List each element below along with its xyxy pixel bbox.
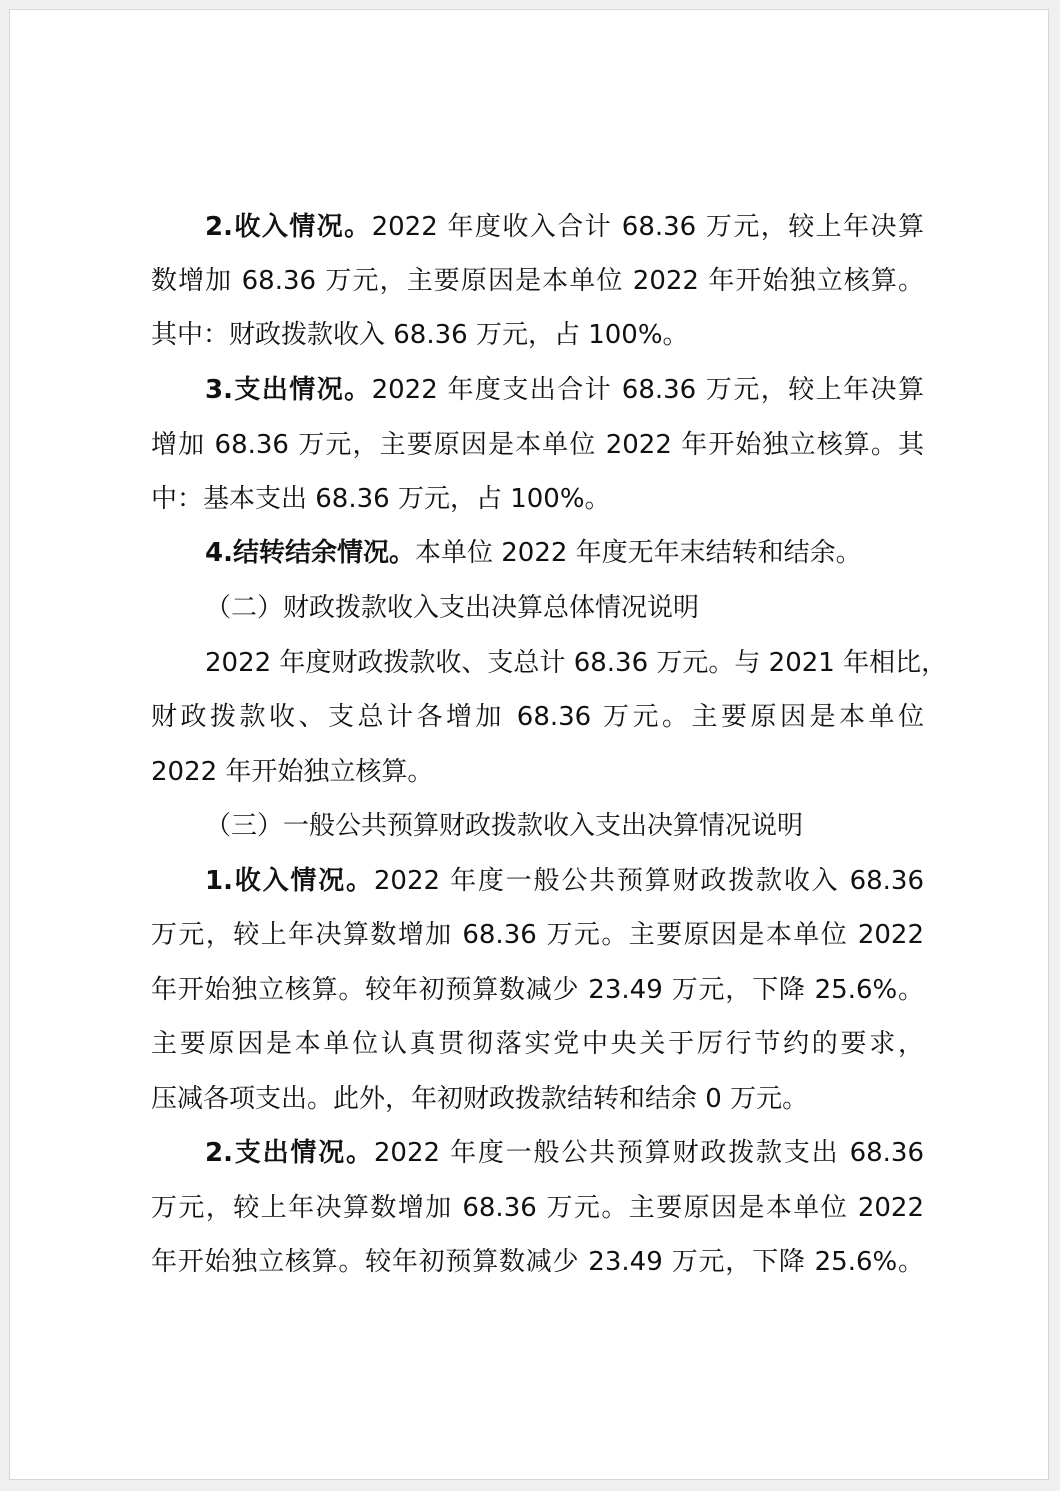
income-line-3: 其中：财政拨款收入 68.36 万元，占 100%。: [151, 320, 689, 350]
fiscal-total-line-3: 2022 年开始独立核算。: [151, 757, 434, 787]
gp-expense-text-1: 2022 年度一般公共预算财政拨款支出 68.36: [373, 1138, 925, 1168]
expense-line-1: [205, 373, 924, 407]
gp-income-line-3: 年开始独立核算。较年初预算数减少 23.49 万元，下降 25.6%。: [151, 975, 924, 1005]
gp-income-text-1: 2022 年度一般公共预算财政拨款收入 68.36: [373, 866, 925, 896]
section-heading-3: （三）一般公共预算财政拨款收入支出决算情况说明: [205, 811, 804, 841]
income-line-2: 数增加 68.36 万元，主要原因是本单位 2022 年开始独立核算。: [151, 266, 924, 296]
fiscal-total-line-1: 2022 年度财政拨款收、支总计 68.36 万元。与 2021 年相比，: [205, 648, 948, 678]
document-page: [9, 9, 1049, 1480]
gp-expense-line-3: 年开始独立核算。较年初预算数减少 23.49 万元，下降 25.6%。: [151, 1247, 924, 1277]
gp-income-line-2: 万元，较上年决算数增加 68.36 万元。主要原因是本单位 2022: [151, 920, 924, 950]
income-text-1: 2022 年度收入合计 68.36 万元，较上年决算: [371, 212, 924, 242]
expense-text-1: 2022 年度支出合计 68.36 万元，较上年决算: [371, 375, 924, 405]
carryover-text-1: 本单位 2022 年度无年末结转和结余。: [414, 538, 862, 568]
income-line-1: [205, 210, 924, 244]
expense-line-3: 中：基本支出 68.36 万元，占 100%。: [151, 484, 611, 514]
section-heading-2: （二）财政拨款收入支出决算总体情况说明: [205, 593, 700, 623]
gp-income-lead: 1.收入情况。: [205, 866, 374, 896]
expense-lead: 3.支出情况。: [205, 375, 372, 405]
income-lead: 2.收入情况。: [205, 212, 372, 242]
gp-expense-line-1: [205, 1136, 924, 1170]
gp-income-line-1: [205, 864, 924, 898]
carryover-line-1: [205, 536, 924, 570]
gp-expense-lead: 2.支出情况。: [205, 1138, 374, 1168]
fiscal-total-line-2: 财政拨款收、支总计各增加 68.36 万元。主要原因是本单位: [151, 702, 924, 732]
gp-income-line-4: 主要原因是本单位认真贯彻落实党中央关于厉行节约的要求，: [151, 1029, 924, 1059]
expense-line-2: 增加 68.36 万元，主要原因是本单位 2022 年开始独立核算。其: [151, 430, 924, 460]
gp-income-line-5: 压减各项支出。此外，年初财政拨款结转和结余 0 万元。: [151, 1084, 809, 1114]
carryover-lead: 4.结转结余情况。: [205, 538, 415, 568]
gp-expense-line-2: 万元，较上年决算数增加 68.36 万元。主要原因是本单位 2022: [151, 1193, 924, 1223]
